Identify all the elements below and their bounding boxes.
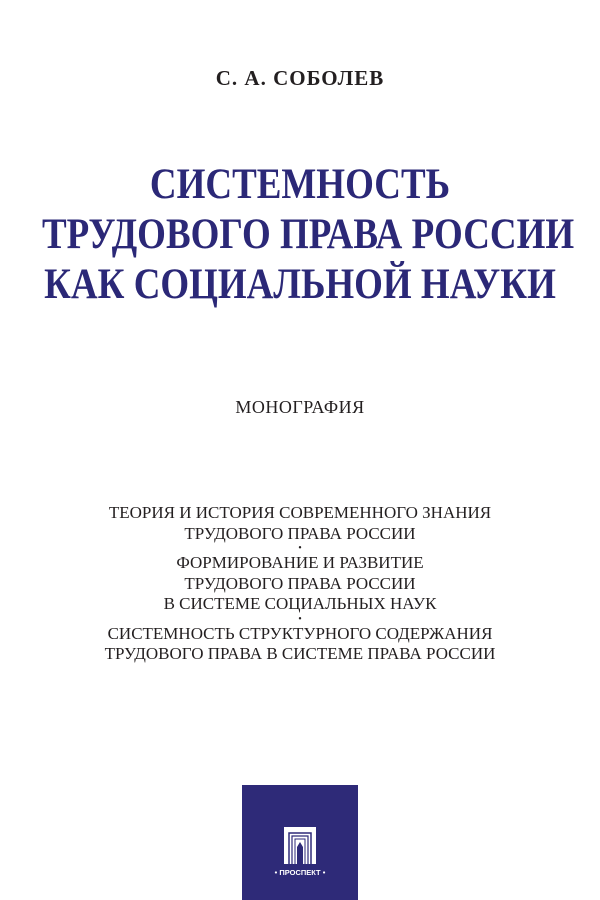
- topic-line: СИСТЕМНОСТЬ СТРУКТУРНОГО СОДЕРЖАНИЯ: [107, 623, 493, 643]
- author-name: С. А. СОБОЛЕВ: [215, 66, 385, 90]
- topic-line: ФОРМИРОВАНИЕ И РАЗВИТИЕ: [176, 553, 424, 572]
- publisher-logo: [242, 785, 358, 900]
- genre-label: МОНОГРАФИЯ: [235, 397, 365, 417]
- prospekt-arch-icon: [242, 785, 358, 900]
- topic-line: В СИСТЕМЕ СОЦИАЛЬНЫХ НАУК: [163, 594, 437, 613]
- publisher-name: • ПРОСПЕКТ •: [274, 868, 326, 877]
- title-line: КАК СОЦИАЛЬНОЙ НАУКИ: [44, 261, 556, 308]
- bullet-separator: •: [298, 613, 302, 625]
- topics-list: [0, 503, 600, 665]
- book-title: [0, 160, 600, 310]
- topic-line: ТЕОРИЯ И ИСТОРИЯ СОВРЕМЕННОГО ЗНАНИЯ: [108, 503, 492, 522]
- bullet-separator: •: [298, 543, 302, 554]
- title-line: ТРУДОВОГО ПРАВА РОССИИ: [42, 211, 575, 258]
- topic-line: ТРУДОВОГО ПРАВА РОССИИ: [184, 573, 416, 593]
- title-line: СИСТЕМНОСТЬ: [149, 161, 451, 208]
- topic-line: ТРУДОВОГО ПРАВА РОССИИ: [184, 523, 416, 543]
- topic-line: ТРУДОВОГО ПРАВА В СИСТЕМЕ ПРАВА РОССИИ: [104, 644, 496, 663]
